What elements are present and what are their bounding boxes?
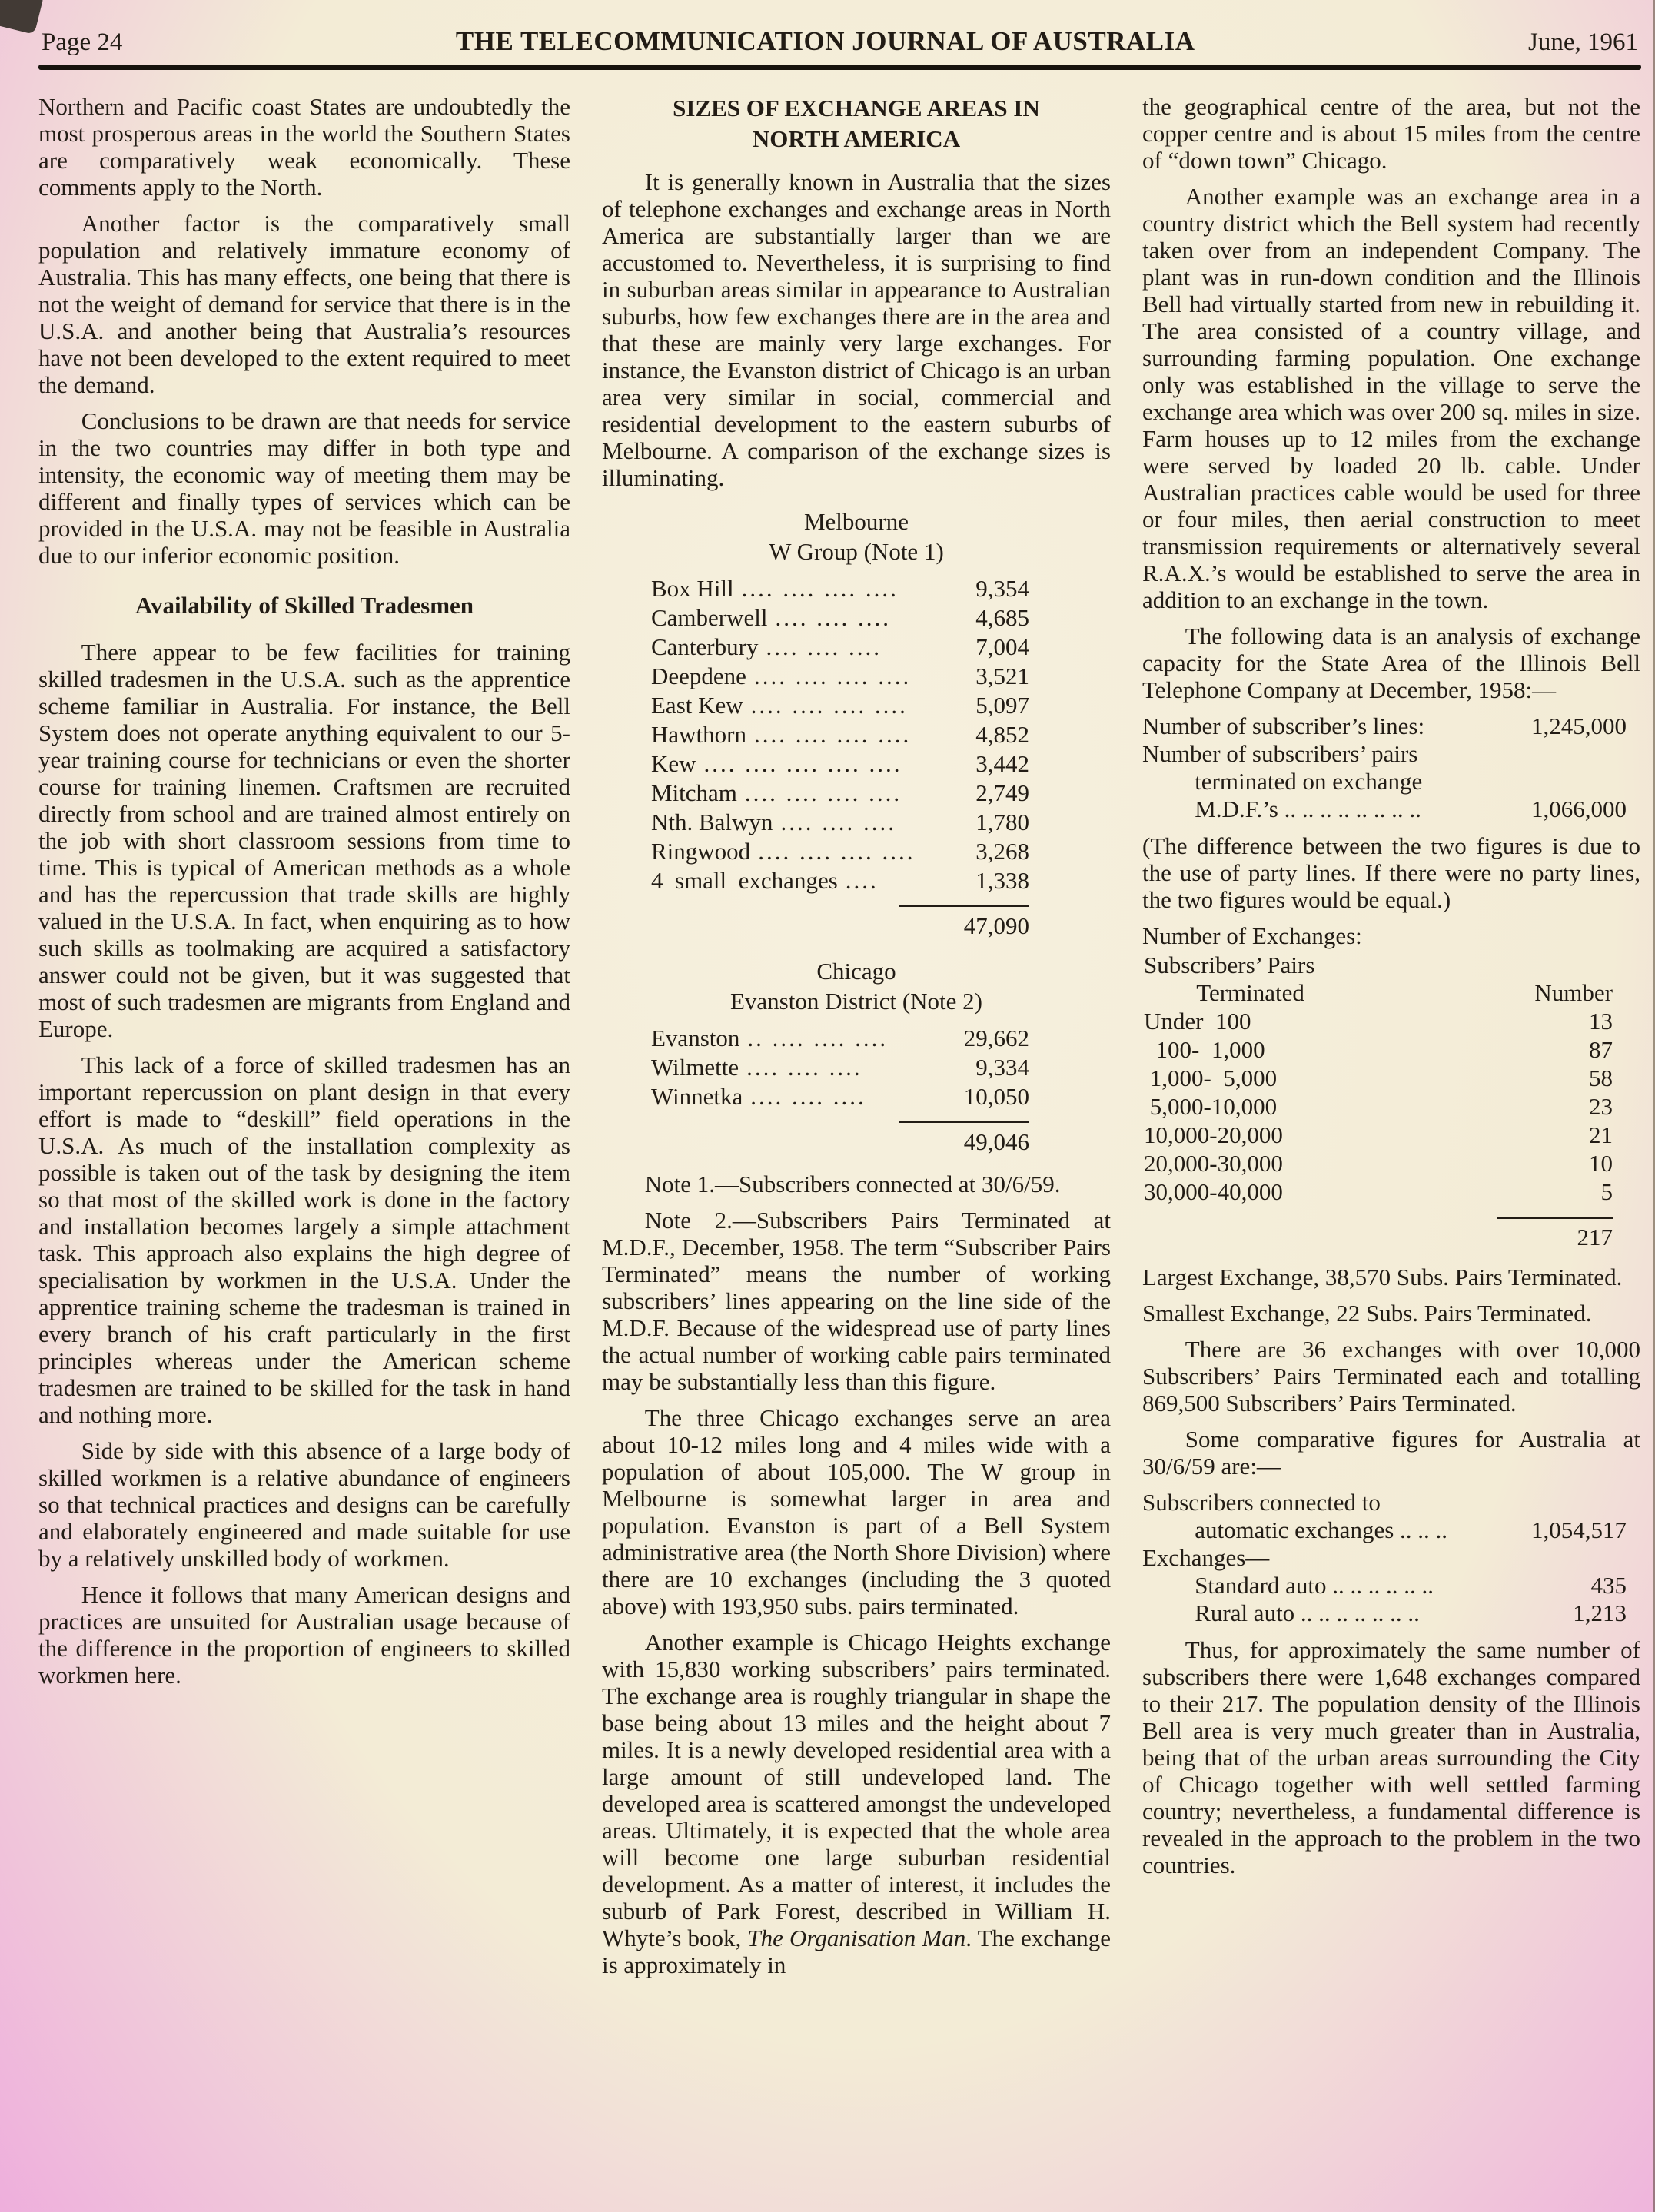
dot-leader: .... .... .... — [766, 633, 882, 660]
paragraph: Side by side with this absence of a large body of skilled workmen is a relative abundance of engineers so that technical practices and designs can be carefully and elaborately engineered and made suitable for use by a relatively unskilled body of workmen. — [38, 1437, 570, 1572]
data-line — [1142, 795, 1627, 823]
exchange-value: 29,662 — [963, 1025, 1029, 1051]
article-heading — [602, 93, 1111, 154]
paragraph: The three Chicago exchanges serve an area about 10-12 miles long and 4 miles wide with a population of about 105,000. The W group in Melbourne is somewhat larger in area and population. Evanston is part of a Bell System administrative area (the North Shore Division) where there are 10 exchanges (including the 3 quoted above) with 193,950 subs. pairs terminated. — [602, 1404, 1111, 1619]
table-row — [651, 1082, 1029, 1111]
total-rule — [899, 905, 1029, 907]
exchange-value: 4,852 — [975, 721, 1029, 748]
table-row — [1144, 1177, 1613, 1206]
table-row — [651, 691, 1029, 720]
count-value: 21 — [1589, 1121, 1613, 1148]
table-row — [651, 574, 1029, 603]
column-header-row — [1144, 979, 1613, 1007]
dot-leader: .... .... .... — [750, 1083, 866, 1110]
book-title: The Organisation Man — [747, 1925, 966, 1951]
dot-leader: .... .... .... — [775, 604, 892, 631]
table-row — [1144, 1007, 1613, 1035]
exchange-name: Nth. Balwyn — [651, 809, 773, 835]
paragraph: Largest Exchange, 38,570 Subs. Pairs Terminated. — [1142, 1264, 1623, 1290]
paragraph: Hence it follows that many American designs and practices are unsuited for Australian usage because of the difference in the proportion of engineers to skilled workmen here. — [38, 1581, 570, 1689]
exchange-value: 3,521 — [975, 663, 1029, 689]
paragraph: There appear to be few facilities for training skilled tradesmen in the U.S.A. such as the apprentice scheme familiar in Australia. For instance, the Bell System does not operate anything equivalent to our 5-year training course for technicians or even the shorter course for training linemen. Craftsmen are recruited directly from school and are trained almost entirely on the job with short classroom sessions from time to time. This is typical of American methods as a whole and has the repercussion that trade skills are highly valued in the U.S.A. In fact, when enquiring as to how such skills as toolmaking are acquired a satisfactory answer could not be given, but it was suggested that most of such tradesmen are migrants from England and Europe. — [38, 639, 570, 1042]
data-label: Standard auto .. .. .. .. .. .. — [1195, 1572, 1434, 1599]
data-line — [1142, 1516, 1627, 1544]
exchange-value: 2,749 — [975, 779, 1029, 806]
data-label: Number of subscribers’ pairs — [1142, 740, 1418, 767]
paragraph-text: . The exchange is approximately in — [602, 1925, 1111, 1978]
total-rule — [899, 1121, 1029, 1123]
exchange-name: Winnetka — [651, 1083, 743, 1110]
exchange-name: 4 small exchanges — [651, 867, 838, 894]
exchange-value: 10,050 — [963, 1083, 1029, 1110]
paragraph: Another factor is the comparatively small population and relatively immature economy of Australia. This has many effects, one being that there is not the weight of demand for service that there is in the U.S.A. and another being that Australia’s resources have not been developed to the extent required to meet the demand. — [38, 210, 570, 398]
exchanges-total: 217 — [1577, 1224, 1613, 1250]
exchange-value: 7,004 — [975, 633, 1029, 660]
count-value: 13 — [1589, 1008, 1613, 1035]
chicago-table-title: Chicago — [816, 958, 896, 985]
exchange-name: Ringwood — [651, 838, 751, 865]
exchange-name: Camberwell — [651, 604, 768, 631]
dot-leader: .... .... .... .... — [758, 838, 916, 865]
issue-date: June, 1961 — [1528, 28, 1638, 56]
paragraph: Smallest Exchange, 22 Subs. Pairs Terminated. — [1142, 1300, 1592, 1327]
exchange-name: Hawthorn — [651, 721, 746, 748]
table-row — [651, 779, 1029, 808]
exchange-value: 1,780 — [975, 809, 1029, 835]
paragraph: There are 36 exchanges with over 10,000 Subscribers’ Pairs Terminated each and totalling 869,500 Subscribers’ Pairs Terminated. — [1142, 1336, 1640, 1417]
chicago-total: 49,046 — [963, 1128, 1029, 1155]
count-value: 23 — [1589, 1093, 1613, 1120]
table-row — [1144, 1121, 1613, 1149]
paragraph: Thus, for approximately the same number of subscribers there were 1,648 exchanges compared to their 217. The population density of the Illinois Bell area is very much greater than in Australia, being that of the urban areas surrounding the City of Chicago together with well settled farming country; nevertheless, a fundamental difference is revealed in the approach to the problem in the two countries. — [1142, 1636, 1640, 1878]
chicago-table-subtitle: Evanston District (Note 2) — [729, 988, 982, 1015]
paragraph: Another example was an exchange area in a country district which the Bell system had recently taken over from an independent Company. The plant was in run-down condition and the Illinois Bell had virtually started from new in rebuilding it. The area consisted of a country village, and surrounding farming population. One exchange only was established in the village to serve the exchange area which was over 200 sq. miles in size. Farm houses up to 12 miles from the exchange were served by loaded 20 lb. cable. Under Australian practices cable would be used for three or four miles, then aerial construction to meet transmission requirements or alternatively several R.A.X.’s would be established to serve the area in addition to an exchange in the town. — [1142, 183, 1640, 613]
journal-title: THE TELECOMMUNICATION JOURNAL OF AUSTRALIA — [455, 26, 1195, 56]
exchange-name: Box Hill — [651, 575, 734, 602]
exchange-value: 4,685 — [975, 604, 1029, 631]
dot-leader: .... — [845, 867, 879, 894]
exchange-name: Wilmette — [651, 1054, 739, 1081]
column-header: Number — [1534, 979, 1613, 1006]
dot-leader: .... .... .... .... .... — [703, 750, 902, 777]
table-row — [651, 720, 1029, 749]
data-value: 435 — [1590, 1572, 1627, 1599]
paragraph: The following data is an analysis of exchange capacity for the State Area of the Illinois Bell Telephone Company at December, 1958:— — [1142, 623, 1640, 703]
data-value: 1,245,000 — [1531, 712, 1627, 739]
data-value: 1,066,000 — [1531, 795, 1627, 822]
melbourne-total: 47,090 — [963, 912, 1029, 939]
data-label: Rural auto .. .. .. .. .. .. .. — [1195, 1599, 1420, 1626]
data-line — [1142, 712, 1627, 740]
data-value: 1,213 — [1573, 1599, 1627, 1626]
exchange-name: Deepdene — [651, 663, 746, 689]
dot-leader: .... .... .... .... — [750, 692, 908, 719]
dot-leader: .... .... .... .... — [753, 721, 912, 748]
table-row — [1144, 1064, 1613, 1092]
table-row — [651, 662, 1029, 691]
table-row — [651, 1024, 1029, 1053]
range-label: 30,000-40,000 — [1144, 1178, 1283, 1205]
scan-corner-artifact — [0, 0, 45, 35]
exchange-name: Kew — [651, 750, 696, 777]
table-row — [651, 808, 1029, 837]
data-line — [1142, 1572, 1627, 1599]
note-2: Note 2.—Subscribers Pairs Terminated at M.D.F., December, 1958. The term “Subscriber Pairs Terminated” means the number of working subscribers’ lines appearing on the line side of the M.D.F. Because of the widespread use of party lines the actual number of working cable pairs terminated may be substantially less than this figure. — [602, 1207, 1111, 1395]
dot-leader: .... .... .... .... — [753, 663, 912, 689]
data-label: Exchanges— — [1142, 1544, 1270, 1571]
paragraph: the geographical centre of the area, but not the copper centre and is about 15 miles from the centre of “down town” Chicago. — [1142, 93, 1640, 174]
table-row — [651, 603, 1029, 633]
journal-page — [38, 26, 1641, 1988]
paragraph-text: Another example is Chicago Heights exchange with 15,830 working subscribers’ pairs terminated. The exchange area is roughly triangular in shape the base being about 13 miles and the height about 7 miles. It is a newly developed residential area with a large amount of still undeveloped land. The developed area is scattered amongst the undeveloped areas. Ultimately, it is expected that the whole area will become one large suburban residential development. As a matter of interest, it includes the suburb of Park Forest, described in William H. Whyte’s book, — [602, 1629, 1111, 1951]
dot-leader: .... .... .... .... — [741, 575, 899, 602]
exchange-name: Mitcham — [651, 779, 737, 806]
column-header: Terminated — [1196, 979, 1304, 1006]
melbourne-table — [651, 574, 1029, 941]
range-label: 20,000-30,000 — [1144, 1150, 1283, 1177]
data-value: 1,054,517 — [1531, 1516, 1627, 1543]
note-1: Note 1.—Subscribers connected at 30/6/59. — [644, 1171, 1061, 1197]
table-row — [651, 837, 1029, 866]
exchanges-table — [1144, 952, 1613, 1206]
data-label: Number of subscriber’s lines: — [1142, 712, 1425, 739]
range-label: 1,000- 5,000 — [1144, 1064, 1278, 1091]
data-line — [1142, 1599, 1627, 1627]
count-value: 87 — [1589, 1036, 1613, 1063]
table-row — [1144, 1092, 1613, 1121]
header-rule — [38, 65, 1641, 70]
melbourne-table-title: Melbourne — [803, 508, 909, 535]
article-heading-line1: SIZES OF EXCHANGE AREAS IN — [673, 95, 1040, 121]
dot-leader: .. .... .... .... — [747, 1025, 889, 1051]
exchange-value: 5,097 — [975, 692, 1029, 719]
three-column-body — [38, 93, 1641, 1988]
exchange-value: 1,338 — [975, 867, 1029, 894]
exchange-name: East Kew — [651, 692, 743, 719]
table-row — [1144, 1035, 1613, 1064]
count-value: 58 — [1589, 1064, 1613, 1091]
column-1 — [38, 93, 570, 1988]
exchange-value: 9,334 — [975, 1054, 1029, 1081]
exchange-name: Evanston — [651, 1025, 740, 1051]
range-label: Under 100 — [1144, 1008, 1251, 1035]
page-number: Page 24 — [42, 28, 123, 56]
table-row — [1144, 1149, 1613, 1177]
page-header — [38, 26, 1641, 57]
melbourne-table-subtitle: W Group (Note 1) — [769, 538, 944, 565]
exchange-value: 3,268 — [975, 838, 1029, 865]
paragraph: This lack of a force of skilled tradesmen has an important repercussion on plant design in that every effort is made to “deskill” field operations in the U.S.A. As much of the installation complexity as possible is taken out of the task by designing the item so that most of the skilled work is done in the factory and installation becomes largely a simple attachment task. This approach also explains the high degree of specialisation by workmen in the U.S.A. Under the apprentice training scheme the tradesman is trained in every branch of his craft particularly in the first principles whereas under the American scheme tradesmen are trained to be skilled for the task in hand and nothing more. — [38, 1051, 570, 1428]
data-label: terminated on exchange — [1195, 768, 1423, 795]
paragraph: Conclusions to be drawn are that needs for service in the two countries may differ in both type and intensity, the economic way of meeting them may be different and finally types of services which can be provided in the U.S.A. may not be feasible in Australia due to our inferior economic position. — [38, 407, 570, 569]
article-heading-line2: NORTH AMERICA — [752, 125, 961, 152]
paragraph: Northern and Pacific coast States are undoubtedly the most prosperous areas in the world the Southern States are comparatively weak economically. These comments apply to the North. — [38, 93, 570, 201]
table-row — [651, 749, 1029, 779]
table-row — [651, 633, 1029, 662]
range-label: 100- 1,000 — [1144, 1036, 1265, 1063]
data-label: automatic exchanges .. .. .. — [1195, 1516, 1448, 1543]
table-row — [651, 866, 1029, 895]
exchange-name: Canterbury — [651, 633, 759, 660]
range-label: 10,000-20,000 — [1144, 1121, 1283, 1148]
section-heading: Availability of Skilled Tradesmen — [135, 592, 474, 619]
count-value: 10 — [1589, 1150, 1613, 1177]
data-label: M.D.F.’s .. .. .. .. .. .. .. .. — [1195, 795, 1421, 822]
paragraph: It is generally known in Australia that the sizes of telephone exchanges and exchange areas in North America are substantially larger than we are accustomed to. Nevertheless, it is surprising to find in suburban areas similar in appearance to Australian suburbs, how few exchanges there are in the area and that these are mainly very large exchanges. For instance, the Evanston district of Chicago is an urban area very similar in social, commercial and residential development to the eastern suburbs of Melbourne. A comparison of the exchange sizes is illuminating. — [602, 168, 1111, 491]
range-label: 5,000-10,000 — [1144, 1093, 1278, 1120]
dot-leader: .... .... .... — [746, 1054, 862, 1081]
paragraph: (The difference between the two figures is due to the use of party lines. If there were no party lines, the two figures would be equal.) — [1142, 832, 1640, 913]
count-value: 5 — [1600, 1178, 1613, 1205]
paragraph — [602, 1629, 1111, 1978]
column-header: Subscribers’ Pairs — [1144, 952, 1315, 978]
exchange-value: 9,354 — [975, 575, 1029, 602]
exchange-value: 3,442 — [975, 750, 1029, 777]
dot-leader: .... .... .... .... — [744, 779, 902, 806]
total-rule — [1497, 1217, 1613, 1219]
column-2 — [602, 93, 1111, 1988]
data-label: Subscribers connected to — [1142, 1489, 1381, 1516]
column-3 — [1142, 93, 1640, 1988]
dot-leader: .... .... .... — [780, 809, 896, 835]
table-row — [651, 1053, 1029, 1082]
chicago-table — [651, 1024, 1029, 1157]
comparative-figures — [1142, 1489, 1640, 1627]
capacity-analysis — [1142, 712, 1640, 823]
exchanges-table-title: Number of Exchanges: — [1142, 922, 1362, 949]
paragraph: Some comparative figures for Australia at 30/6/59 are:— — [1142, 1426, 1640, 1480]
